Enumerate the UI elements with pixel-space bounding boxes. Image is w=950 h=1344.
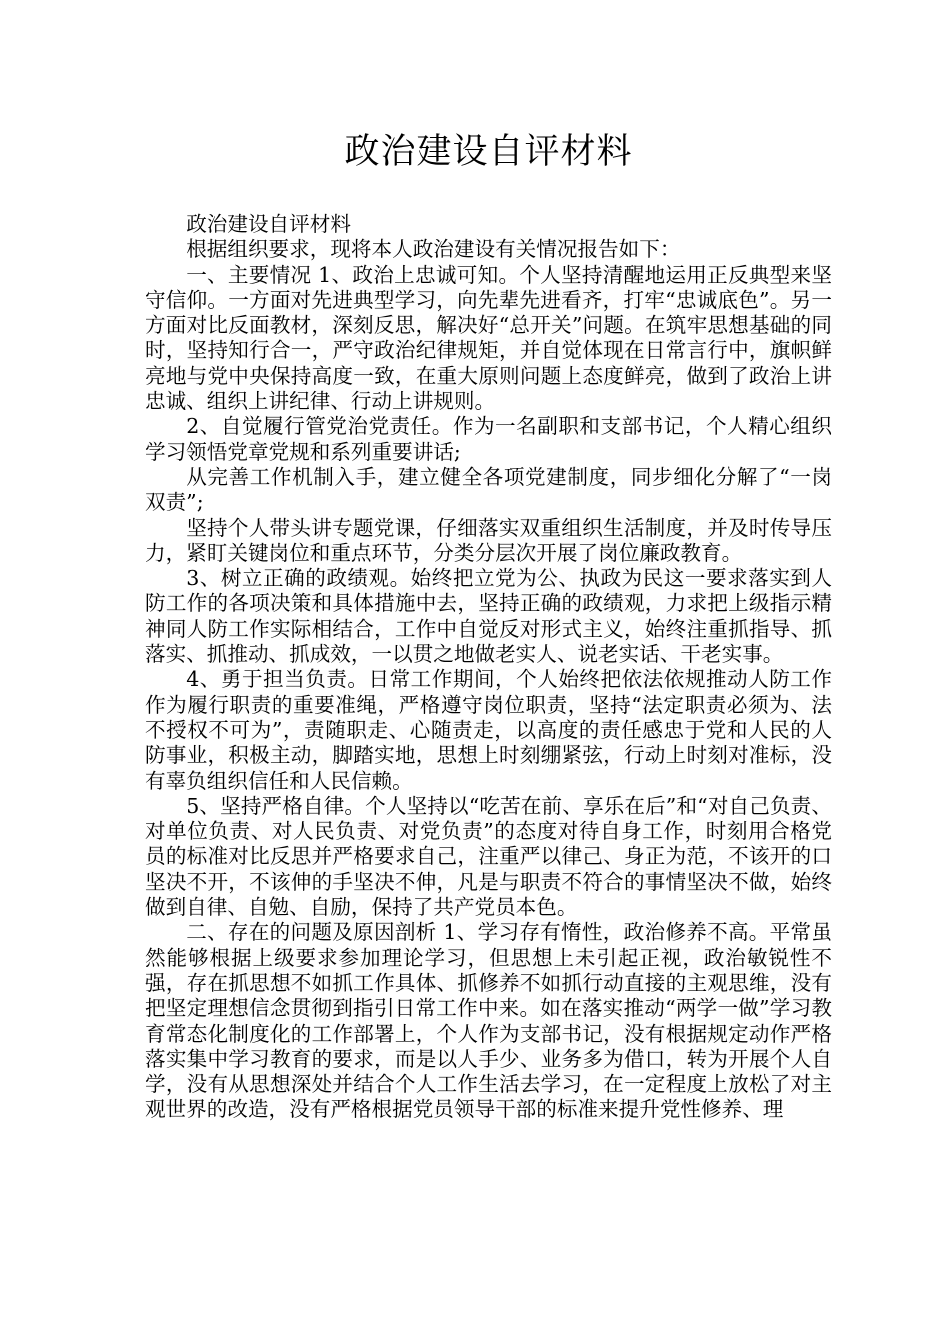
paragraph-intro: 根据组织要求，现将本人政治建设有关情况报告如下：: [186, 237, 681, 262]
paragraph-section-2-item-1: 二、存在的问题及原因剖析 1、学习存有惰性，政治修养不高。平常虽然能够根据上级要求参加理论学习，但思想上未引起正视，政治敏锐性不强，存在抓思想不如抓工作具体、抓修养不如抓行动直接的主观思维，没有把坚定理想信念贯彻到指引日常工作中来。如在落实推动“两学一做”学习教育常态化制度化的工作部署上，个人作为支部书记，没有根据规定动作严格落实集中学习教育的要求，而是以人手少、业务多为借口，转为开展个人自学，没有从思想深处并结合个人工作生活去学习，在一定程度上放松了对主观世界的改造，没有严格根据党员领导干部的标准来提升党性修养、理: [145, 920, 832, 1122]
paragraph-section-1-item-2: 2、自觉履行管党治党责任。作为一名副职和支部书记，个人精心组织学习领悟党章党规和系列重要讲话;: [145, 414, 832, 464]
paragraph-section-1-item-1: 一、主要情况 1、政治上忠诚可知。个人坚持清醒地运用正反典型来坚守信仰。一方面对先进典型学习，向先辈先进看齐，打牢“忠诚底色”。另一方面对比反面教材，深刻反思，解决好“总开关”问题。在筑牢思想基础的同时，坚持知行合一，严守政治纪律规矩，并自觉体现在日常言行中，旗帜鲜亮地与党中央保持高度一致，在重大原则问题上态度鲜亮，做到了政治上讲忠诚、组织上讲纪律、行动上讲规则。: [145, 262, 832, 414]
document-title: 政治建设自评材料: [344, 132, 633, 172]
paragraph-section-1-item-2-cont-a: 从完善工作机制入手，建立健全各项党建制度，同步细化分解了“一岗双责”;: [145, 464, 832, 515]
paragraph-section-1-item-5: 5、坚持严格自律。个人坚持以“吃苦在前、享乐在后”和“对自己负责、对单位负责、对人民负责、对党负责”的态度对待自身工作，时刻用合格党员的标准对比反思并严格要求自己，注重严以律己、身正为范，不该开的口坚决不开，不该伸的手坚决不伸，凡是与职责不符合的事情坚决不做，始终做到自律、自勉、自励，保持了共产党员本色。: [145, 793, 832, 920]
paragraph-section-1-item-3: 3、树立正确的政绩观。始终把立党为公、执政为民这一要求落实到人防工作的各项决策和具体措施中去，坚持正确的政绩观，力求把上级指示精神同人防工作实际相结合，工作中自觉反对形式主义，始终注重抓指导、抓落实、抓推动、抓成效，一以贯之地做老实人、说老实话、干老实事。: [145, 566, 832, 667]
paragraph-subtitle: 政治建设自评材料: [186, 212, 351, 236]
paragraph-section-1-item-2-cont-b: 坚持个人带头讲专题党课，仔细落实双重组织生活制度，并及时传导压力，紧盯关键岗位和重点环节，分类分层次开展了岗位廉政教育。: [145, 515, 832, 565]
paragraph-section-1-item-4: 4、勇于担当负责。日常工作期间，个人始终把依法依规推动人防工作作为履行职责的重要准绳，严格遵守岗位职责，坚持“法定职责必须为、法不授权不可为”，责随职走、心随责走，以高度的责任感忠于党和人民的人防事业，积极主动，脚踏实地，思想上时刻绷紧弦，行动上时刻对准标，没有辜负组织信任和人民信赖。: [145, 667, 832, 793]
document-body: [145, 212, 832, 1123]
